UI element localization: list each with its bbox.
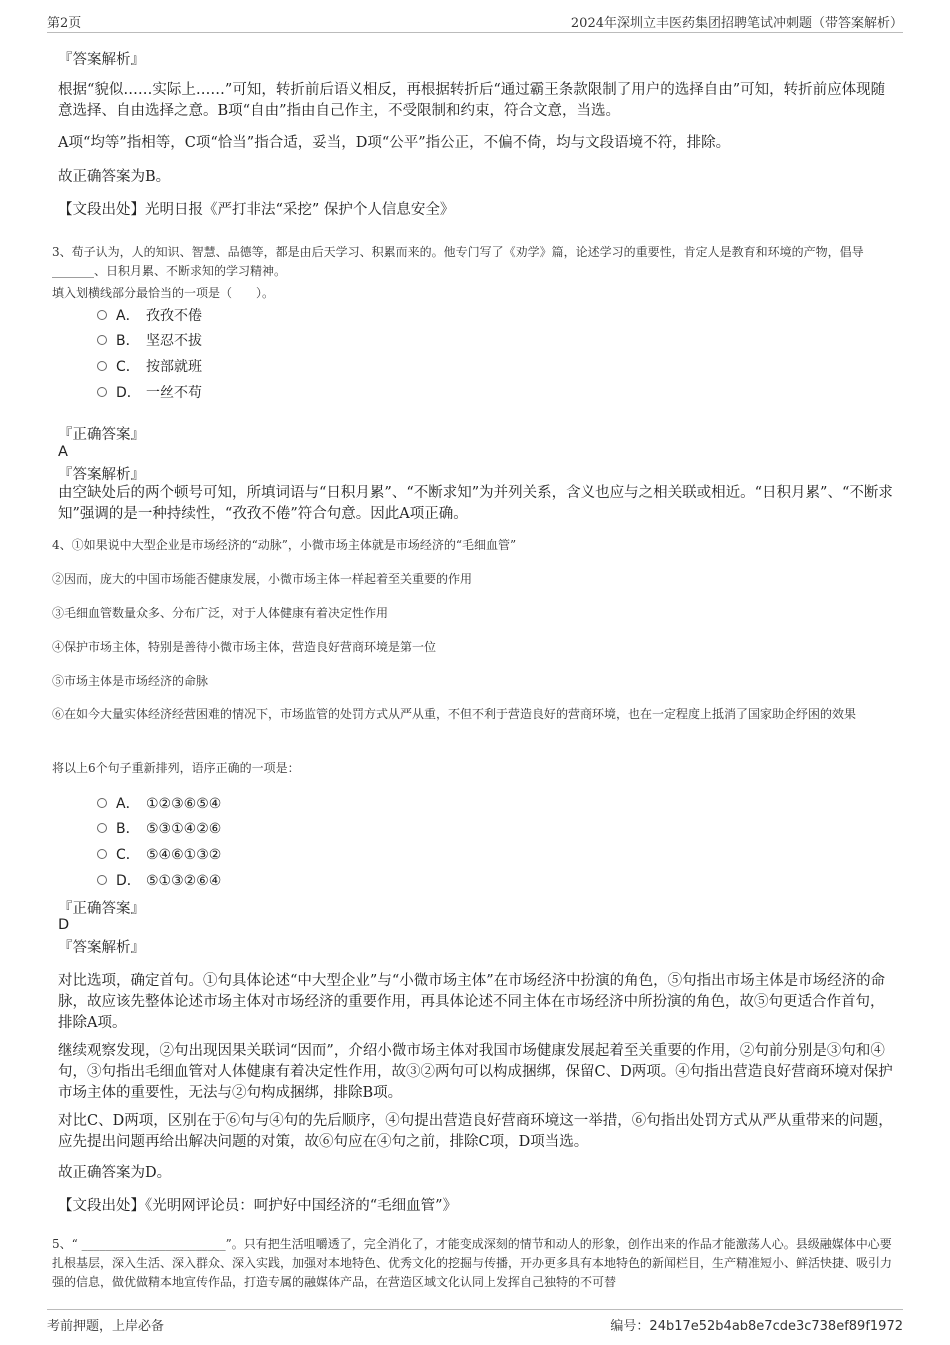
radio-icon[interactable] xyxy=(97,387,107,397)
q4-option-b[interactable]: B． ⑤③①④②⑥ xyxy=(97,820,221,838)
radio-icon[interactable] xyxy=(97,310,107,320)
q4-sentence-6: ⑥在如今大量实体经济经营困难的情况下，市场监管的处罚方式从严从重，不但不利于营造良好的营商环境，也在一定程度上抵消了国家助企纾困的效果 xyxy=(52,707,857,721)
radio-icon[interactable] xyxy=(97,849,107,859)
q4-sentence-4: ④保护市场主体，特别是善待小微市场主体，营造良好营商环境是第一位 xyxy=(52,640,437,654)
q4-analysis-para1: 对比选项，确定首句。①句具体论述“中大型企业”与“小微市场主体”在市场经济中扮演的角色，⑤句指出市场主体是市场经济的命脉，故应该先整体论述市场主体对市场经济的重要作用，再具体论述不同主体在市场经济中所扮演的角色，故⑤句更适合作首句，排除A项。 xyxy=(58,973,886,1031)
page-number: 第2页 xyxy=(47,16,82,31)
q3-analysis-tag: 『答案解析』 xyxy=(58,467,145,483)
q4-option-c[interactable]: C． ⑤④⑥①③② xyxy=(97,846,221,864)
q4-analysis-para2: 继续观察发现，②句出现因果关联词“因而”，介绍小微市场主体对我国市场健康发展起着至关重要的作用，②句前分别是③句和④句，③句指出毛细血管对人体健康有着决定性作用，故③②两句可以构成捆绑，保留C、D两项。④句指出营造良好营商环境对保护市场主体的重要性，无法与②句构成捆绑，排除B项。 xyxy=(58,1043,893,1101)
radio-icon[interactable] xyxy=(97,798,107,808)
page-header xyxy=(47,10,903,33)
q2-source: 【文段出处】光明日报《严打非法“采挖” 保护个人信息安全》 xyxy=(58,202,455,218)
q3-option-b[interactable]: B． 坚忍不拔 xyxy=(97,332,202,350)
q3-analysis: 由空缺处后的两个顿号可知，所填词语与“日积月累”、“不断求知”为并列关系，含义也应与之相关联或相近。“日积月累”、“不断求知”强调的是一种持续性，“孜孜不倦”符合句意。因此A项正确。 xyxy=(58,485,893,522)
q3-option-c[interactable]: C． 按部就班 xyxy=(97,358,202,376)
q4-sentence-3: ③毛细血管数量众多、分布广泛，对于人体健康有着决定性作用 xyxy=(52,606,389,620)
q4-analysis-para3: 对比C、D两项，区别在于⑥句与④句的先后顺序，④句提出营造良好营商环境这一举措，⑥句指出处罚方式从严从重带来的问题，应先提出问题再给出解决问题的对策，故⑥句应在④句之前，排除C项，D项当选。 xyxy=(58,1113,893,1150)
q2-analysis-tag: 『答案解析』 xyxy=(58,52,145,68)
q2-analysis-para3: 故正确答案为B。 xyxy=(58,169,171,185)
radio-icon[interactable] xyxy=(97,875,107,885)
q4-analysis-tag: 『答案解析』 xyxy=(58,940,145,956)
q4-prompt: 将以上6个句子重新排列，语序正确的一项是： xyxy=(52,761,300,775)
q3-answer: A xyxy=(58,444,68,460)
q4-correct-tag: 『正确答案』 xyxy=(58,901,145,917)
document-title: 2024年深圳立丰医药集团招聘笔试冲刺题（带答案解析） xyxy=(570,16,903,31)
q4-analysis-para4: 故正确答案为D。 xyxy=(58,1165,172,1181)
q4-answer: D xyxy=(58,917,70,933)
radio-icon[interactable] xyxy=(97,823,107,833)
q3-correct-tag: 『正确答案』 xyxy=(58,427,145,443)
page-footer xyxy=(47,1309,903,1334)
q4-source: 【文段出处】《光明网评论员：呵护好中国经济的“毛细血管”》 xyxy=(58,1198,458,1214)
q5-stem: 5、“ ________________________”。只有把生活咀嚼透了，完全消化了，才能变成深刻的情节和动人的形象，创作出来的作品才能激荡人心。县级融媒体中心要扎根基层，深入生活、深入群众、深入实践，加强对本地特色、优秀文化的挖掘与传播，开办更多具有本地特色的新闻栏目，生产精准短小、鲜活快捷、吸引力强的信息，做优做精本地宣传作品，打造专属的融媒体产品，在营造区域文化认同上发挥自己独特的不可替 xyxy=(52,1237,893,1289)
document-code: 编号：24b17e52b4ab8e7cde3c738ef89f1972 xyxy=(610,1319,903,1334)
q3-option-d[interactable]: D． 一丝不苟 xyxy=(97,384,202,402)
q3-stem: 3、荀子认为，人的知识、智慧、品德等，都是由后天学习、积累而来的。他专门写了《劝学》篇，论述学习的重要性，肯定人是教育和环境的产物，倡导_______、日积月累、不断求知的学习精神。 xyxy=(52,245,864,278)
q4-option-a[interactable]: A． ①②③⑥⑤④ xyxy=(97,795,221,813)
q4-sentence-2: ②因而，庞大的中国市场能否健康发展，小微市场主体一样起着至关重要的作用 xyxy=(52,572,473,586)
q4-option-d[interactable]: D． ⑤①③②⑥④ xyxy=(97,872,221,890)
radio-icon[interactable] xyxy=(97,361,107,371)
q2-analysis-para1: 根据“貌似……实际上……”可知，转折前后语义相反，再根据转折后“通过霸王条款限制了用户的选择自由”可知，转折前应体现随意选择、自由选择之意。B项“自由”指由自己作主，不受限制和约束，符合文意，当选。 xyxy=(58,82,886,119)
footer-slogan: 考前押题，上岸必备 xyxy=(47,1319,165,1334)
q3-prompt: 填入划横线部分最恰当的一项是（ ）。 xyxy=(52,286,275,300)
q2-analysis-para2: A项“均等”指相等，C项“恰当”指合适，妥当，D项“公平”指公正，不偏不倚，均与文段语境不符，排除。 xyxy=(58,135,731,151)
q4-sentence-5: ⑤市场主体是市场经济的命脉 xyxy=(52,674,209,688)
radio-icon[interactable] xyxy=(97,335,107,345)
q3-option-a[interactable]: A． 孜孜不倦 xyxy=(97,307,202,325)
q4-sentence-1: 4、①如果说中大型企业是市场经济的“动脉”，小微市场主体就是市场经济的“毛细血管” xyxy=(52,538,517,552)
